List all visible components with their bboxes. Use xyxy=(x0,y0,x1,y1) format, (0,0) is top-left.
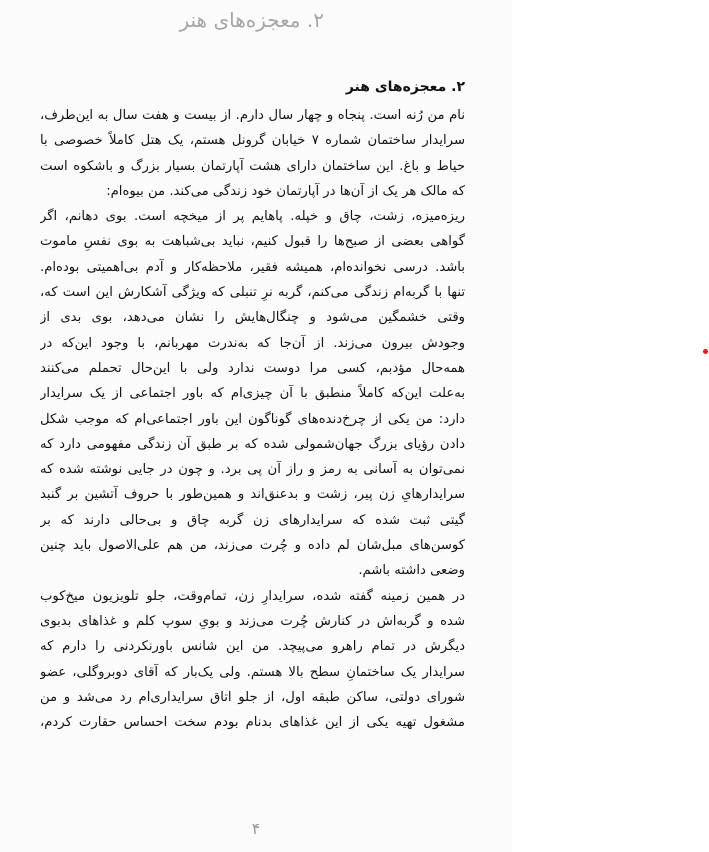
text-line: گیتی ثبت شده که سرایدارهای زن گربه چاق و بی‌حالی دارند که بر xyxy=(40,512,465,528)
body-text xyxy=(40,103,465,735)
text-line: تنها با گربه‌ام زندگی می‌کنم، گربه نرِ تنبلی که ویژگی آشکارش این است که، xyxy=(40,285,465,301)
page-number: ۴ xyxy=(251,819,261,838)
text-line: وجودش بیرون می‌زند. از آن‌جا که به‌ندرت مهربانم، با وجود این‌که در xyxy=(40,335,465,351)
text-line: وقتی خشمگین می‌شود و چنگال‌هایش را نشان می‌دهد، بوی بدی از xyxy=(40,310,465,326)
text-line: به‌علت این‌که کاملاً منطبق با آن چیزی‌ام که باور اجتماعی از یک سرایدار xyxy=(40,386,465,402)
chapter-heading: ۲. معجزه‌های هنر xyxy=(345,79,465,95)
reader-margin xyxy=(512,0,709,852)
text-line: شورای دولتی، ساکن طبقه اول، از جلو اتاق سرایداری‌ام رد می‌شد و من xyxy=(40,689,465,705)
running-header: ۲. معجزه‌های هنر xyxy=(179,8,324,32)
text-line: که مالک هر یک از آن‌ها در آپارتمان خود زندگی می‌کند. من بیوه‌ام: xyxy=(106,183,465,199)
text-line: دارد: من یکی از چرخ‌دنده‌های گوناگون این باور اجتماعی‌ام که موجب شکل xyxy=(40,411,465,427)
text-line: در همین زمینه گفته شده، سرایدارِ زن، تمام‌وقت، جلو تلویزیون میخ‌کوب xyxy=(40,588,465,604)
text-line: نمی‌توان به آسانی به رمز و راز آن پی برد. و چون در جایی نوشته شده که xyxy=(40,462,465,478)
text-line: وضعی داشته باشم. xyxy=(358,563,465,579)
text-line: سرایدار ساختمان شماره ۷ خیابان گرونل هستم، یک هتل کاملاً خصوصی با xyxy=(40,133,465,149)
text-line: دیگرش در تمام راهرو می‌پیچد. من این شانس باورنکردنی را دارم که xyxy=(40,639,465,655)
text-line: مشغول تهیه یکی از این غذاهای بدنام بودم سخت احساس حقارت کردم، xyxy=(40,715,465,731)
text-line: سرایدارهایِ زن پیر، زشت و بدعنق‌اند و همین‌طور با حروف آتشین بر گنبد xyxy=(40,487,465,503)
text-line: شده و گربه‌اش در کنارش چُرت می‌زند و بویِ سوپ کلم و غذاهای بدبوی xyxy=(40,613,465,629)
text-line: گواهی بعضی از صبح‌ها را قبول کنیم، نباید بی‌شباهت به بوی نفسِ ماموت xyxy=(40,234,465,250)
bookmark-dot-icon[interactable] xyxy=(703,349,708,354)
text-line: ریزه‌میزه، زشت، چاق و خپله. پاهایم پر از میخچه است. بوی دهانم، اگر xyxy=(40,209,465,225)
text-line: سرایدار یک ساختمانِ سطح بالا هستم. ولی یک‌بار که آقای دوبروگلی، عضو xyxy=(40,664,465,680)
text-line: حیاط و باغ. این ساختمان دارای هشت آپارتمان بسیار بزرگ و باشکوه است xyxy=(40,158,465,174)
text-line: باشد. درسی نخوانده‌ام، همیشه فقیر، ملاحظه‌کار و آدم بی‌اهمیتی بوده‌ام. xyxy=(40,259,465,275)
text-line: همه‌حال مؤدبم، کسی مرا دوست ندارد ولی با این‌حال تحملم می‌کنند xyxy=(40,360,465,376)
text-line: دادن رؤیای بزرگ جهان‌شمولی شده که بر طبق آن زندگی مفهومی دارد که xyxy=(40,436,465,452)
text-line: کوسن‌های مبل‌شان لم داده و چُرت می‌زند، من هم علی‌الاصول باید چنین xyxy=(40,538,465,554)
text-line: نام من رُنه است. پنجاه و چهار سال دارم. از بیست و هفت سال به این‌طرف، xyxy=(40,108,465,123)
